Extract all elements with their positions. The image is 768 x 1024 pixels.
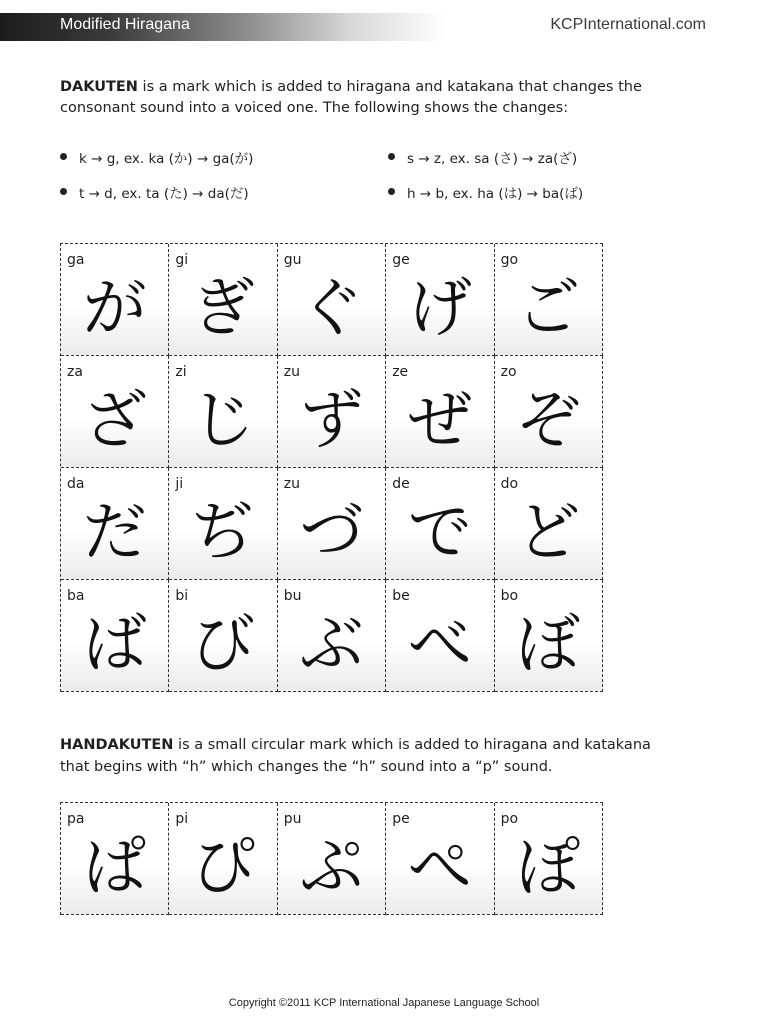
- kana-character: ぞ: [516, 384, 581, 458]
- kana-character: で: [407, 496, 472, 570]
- kana-character: じ: [191, 384, 256, 458]
- kana-card: [386, 244, 494, 356]
- kana-character: ず: [299, 384, 364, 458]
- romaji-label: be: [392, 588, 410, 604]
- bullet-item: [388, 145, 680, 168]
- romaji-label: ge: [392, 252, 410, 268]
- kana-card: [61, 803, 169, 915]
- kana-card: [386, 356, 494, 468]
- romaji-label: bi: [175, 588, 189, 604]
- romaji-label: zu: [283, 476, 301, 492]
- kana-card: [278, 580, 386, 692]
- kana-card: [495, 468, 603, 580]
- kana-character: ぎ: [191, 272, 256, 346]
- site-name: KCPInternational.com: [550, 16, 706, 33]
- kana-character: ば: [82, 608, 147, 682]
- kana-card: [386, 803, 494, 915]
- kana-card: [495, 244, 603, 356]
- kana-card: [169, 803, 277, 915]
- romaji-label: pu: [283, 811, 302, 827]
- kana-card: [278, 803, 386, 915]
- kana-character: ぱ: [82, 831, 147, 905]
- kana-card: [278, 468, 386, 580]
- page-title: Modified Hiragana: [60, 16, 190, 33]
- bullet-text: h → b, ex. ha (は) → ba(ば): [407, 185, 584, 202]
- kana-character: ざ: [82, 384, 147, 458]
- header-bar: [0, 13, 768, 41]
- romaji-label: de: [392, 476, 410, 492]
- romaji-label: zi: [175, 364, 187, 380]
- romaji-label: bo: [500, 588, 519, 604]
- dakuten-intro: [60, 77, 700, 119]
- bullet-text: t → d, ex. ta (た) → da(だ): [79, 185, 249, 202]
- kana-card: [61, 580, 169, 692]
- bullet-dot-icon: [388, 188, 395, 195]
- kana-card: [169, 580, 277, 692]
- bullet-dot-icon: [388, 153, 395, 160]
- bullet-text: s → z, ex. sa (さ) → za(ざ): [407, 150, 578, 167]
- kana-character: ぴ: [191, 831, 256, 905]
- romaji-label: da: [67, 476, 85, 492]
- romaji-label: pa: [67, 811, 85, 827]
- handakuten-description: is a small circular mark which is added to hiragana and katakana that begins with “h” which changes the “h” sound into a “p” sound.: [60, 737, 651, 775]
- dakuten-bullet-list: [60, 145, 680, 203]
- bullet-text: k → g, ex. ka (か) → ga(が): [79, 150, 254, 167]
- dakuten-description: is a mark which is added to hiragana and katakana that changes the consonant sound into a voiced one. The following shows the changes:: [60, 79, 642, 116]
- handakuten-term: HANDAKUTEN: [60, 737, 174, 753]
- romaji-label: po: [500, 811, 519, 827]
- kana-card: [386, 468, 494, 580]
- romaji-label: pi: [175, 811, 189, 827]
- kana-card: [169, 356, 277, 468]
- copyright-footer: Copyright ©2011 KCP International Japanese Language School: [228, 997, 540, 1009]
- romaji-label: ga: [67, 252, 85, 268]
- romaji-label: do: [500, 476, 519, 492]
- kana-card: [495, 356, 603, 468]
- romaji-label: ji: [175, 476, 184, 492]
- kana-character: げ: [407, 272, 472, 346]
- dakuten-term: DAKUTEN: [60, 79, 138, 95]
- handakuten-intro: [60, 734, 680, 778]
- kana-character: ぼ: [516, 608, 581, 682]
- kana-character: ご: [516, 272, 581, 346]
- kana-character: ぢ: [191, 496, 256, 570]
- romaji-label: ze: [392, 364, 409, 380]
- kana-character: だ: [82, 496, 147, 570]
- romaji-label: zu: [283, 364, 301, 380]
- handakuten-kana-grid: [60, 802, 603, 915]
- kana-card: [61, 468, 169, 580]
- kana-character: ぺ: [407, 831, 472, 905]
- kana-card: [61, 356, 169, 468]
- romaji-label: go: [500, 252, 519, 268]
- romaji-label: gi: [175, 252, 189, 268]
- romaji-label: zo: [500, 364, 517, 380]
- bullet-item: [60, 145, 388, 168]
- dakuten-kana-grid: [60, 243, 603, 692]
- kana-character: ぽ: [516, 831, 581, 905]
- bullet-dot-icon: [60, 188, 67, 195]
- kana-character: ど: [516, 496, 581, 570]
- kana-character: ぜ: [407, 384, 472, 458]
- kana-character: が: [82, 272, 147, 346]
- kana-character: び: [191, 608, 256, 682]
- kana-card: [278, 356, 386, 468]
- romaji-label: bu: [283, 588, 302, 604]
- romaji-label: gu: [283, 252, 302, 268]
- kana-card: [169, 244, 277, 356]
- kana-card: [495, 580, 603, 692]
- kana-card: [169, 468, 277, 580]
- bullet-dot-icon: [60, 153, 67, 160]
- kana-character: ぶ: [299, 608, 364, 682]
- romaji-label: pe: [392, 811, 410, 827]
- kana-card: [495, 803, 603, 915]
- bullet-item: [388, 180, 680, 203]
- kana-card: [278, 244, 386, 356]
- kana-card: [61, 244, 169, 356]
- romaji-label: za: [67, 364, 83, 380]
- kana-card: [386, 580, 494, 692]
- kana-character: べ: [407, 608, 472, 682]
- romaji-label: ba: [67, 588, 85, 604]
- kana-character: ぷ: [299, 831, 364, 905]
- kana-character: づ: [299, 496, 364, 570]
- bullet-item: [60, 180, 388, 203]
- kana-character: ぐ: [299, 272, 364, 346]
